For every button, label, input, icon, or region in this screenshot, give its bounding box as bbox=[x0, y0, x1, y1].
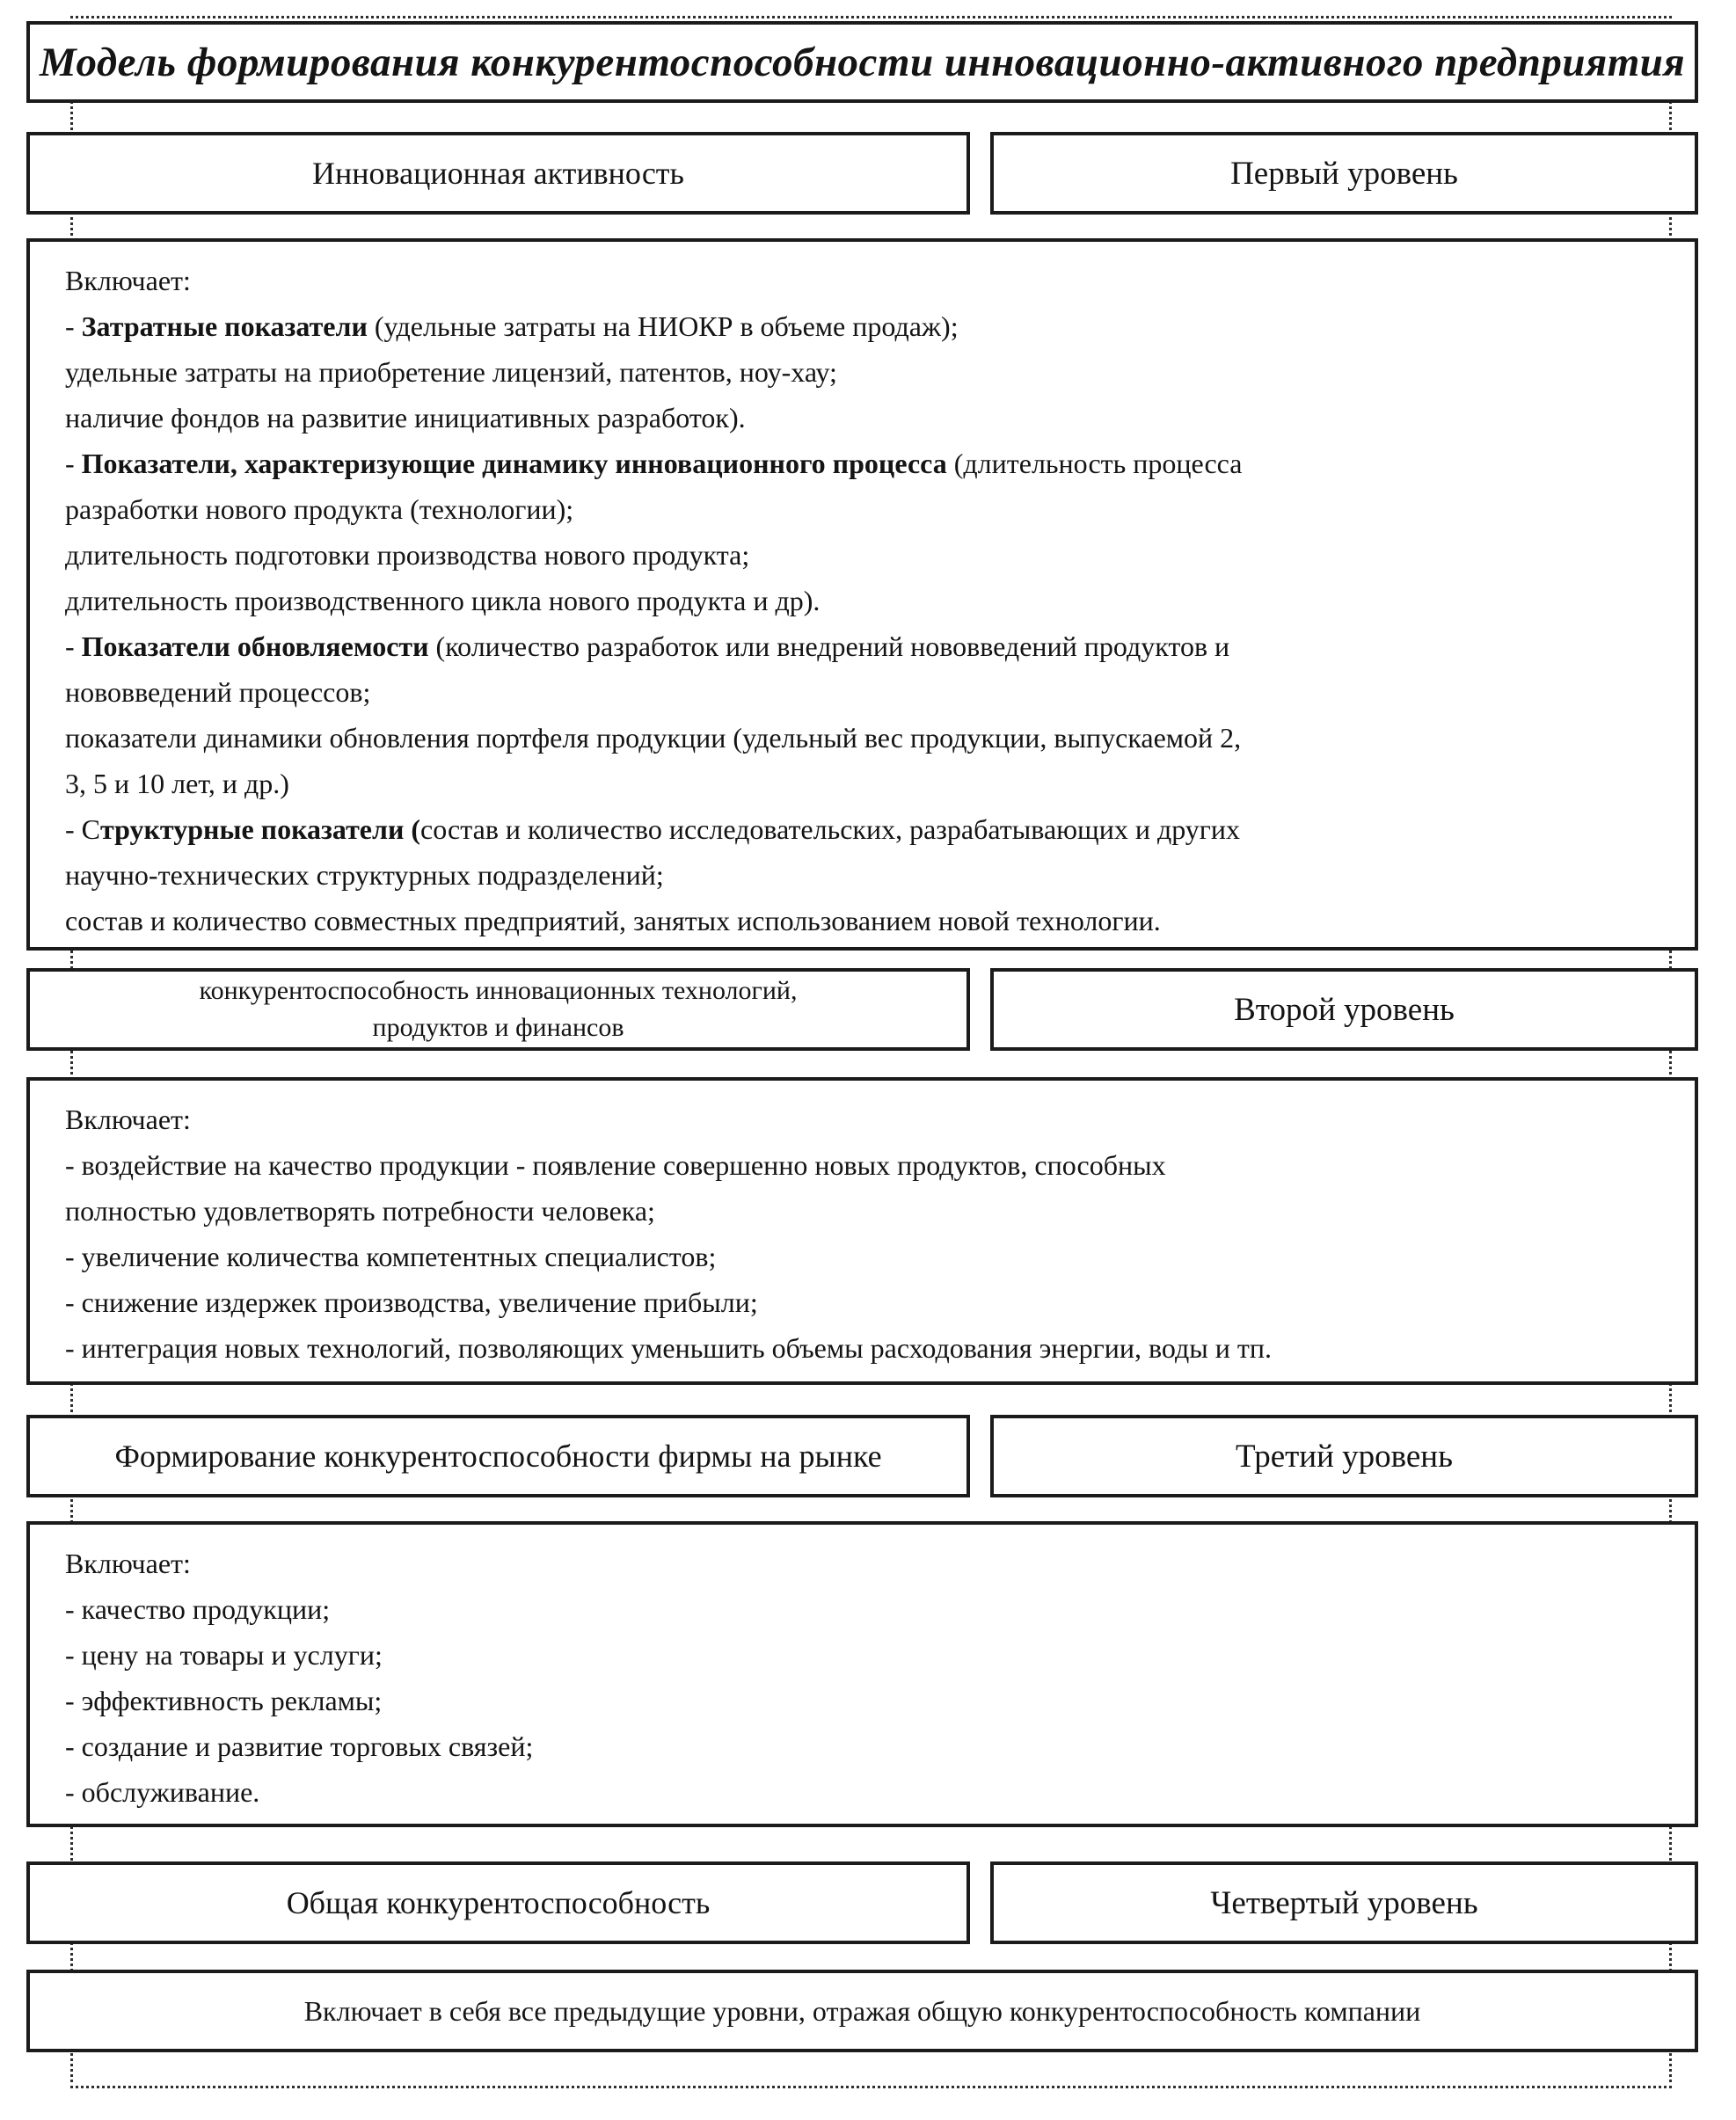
detail-line bbox=[65, 852, 1679, 898]
detail-line bbox=[65, 806, 1679, 852]
detail-text: разработки нового продукта (технологии); bbox=[65, 493, 574, 525]
level-3-details-box bbox=[26, 1521, 1698, 1827]
overall-summary-box bbox=[26, 1970, 1698, 2052]
detail-line bbox=[65, 1586, 1679, 1632]
level-4-header-row bbox=[26, 1861, 1698, 1944]
level-1-name-box bbox=[26, 132, 970, 215]
detail-text: - bbox=[65, 310, 82, 342]
detail-line bbox=[65, 898, 1679, 943]
detail-line bbox=[65, 761, 1679, 806]
detail-text: показатели динамики обновления портфеля продукции (удельный вес продукции, выпускаемой 2, bbox=[65, 722, 1242, 754]
level-3-header-row bbox=[26, 1415, 1698, 1497]
detail-line bbox=[65, 1541, 1679, 1586]
detail-text: - С bbox=[65, 813, 100, 845]
detail-text: - создание и развитие торговых связей; bbox=[65, 1730, 534, 1762]
detail-text: - обслуживание. bbox=[65, 1776, 260, 1808]
level-2-details-box bbox=[26, 1077, 1698, 1385]
detail-text: (длительность процесса bbox=[946, 448, 1243, 479]
detail-line bbox=[65, 258, 1679, 303]
detail-text: - цену на товары и услуги; bbox=[65, 1639, 383, 1671]
detail-line bbox=[65, 303, 1679, 349]
level-2-rank-box bbox=[990, 968, 1698, 1051]
detail-text: Включает: bbox=[65, 265, 191, 296]
level-4-name-box bbox=[26, 1861, 970, 1944]
detail-text: (количество разработок или внедрений нововведений продуктов и bbox=[428, 630, 1230, 662]
detail-line bbox=[65, 578, 1679, 623]
level-2-header-row bbox=[26, 968, 1698, 1051]
level-2-name-line: конкурентоспособность инновационных технологий, bbox=[199, 976, 798, 1005]
level-1-rank-box bbox=[990, 132, 1698, 215]
level-1-header-row bbox=[26, 132, 1698, 215]
diagram-title: Модель формирования конкурентоспособности инновационно-активного предприятия bbox=[39, 39, 1686, 85]
level-4-rank-box bbox=[990, 1861, 1698, 1944]
level-1-details-box bbox=[26, 238, 1698, 951]
level-3-name-box bbox=[26, 1415, 970, 1497]
level-4-name-line: Общая конкурентоспособность bbox=[286, 1885, 711, 1920]
detail-text: - bbox=[65, 448, 82, 479]
detail-text: Включает: bbox=[65, 1104, 191, 1135]
detail-line bbox=[65, 669, 1679, 715]
detail-text-bold: Показатели обновляемости bbox=[81, 630, 429, 662]
detail-text: длительность подготовки производства нового продукта; bbox=[65, 539, 750, 571]
detail-text: нововведений процессов; bbox=[65, 676, 371, 708]
level-2-name-box bbox=[26, 968, 970, 1051]
detail-line bbox=[65, 349, 1679, 395]
detail-text: - bbox=[65, 630, 82, 662]
detail-line bbox=[65, 1723, 1679, 1769]
detail-line bbox=[65, 1279, 1679, 1325]
detail-line bbox=[65, 623, 1679, 669]
detail-text: научно-технических структурных подразделений; bbox=[65, 859, 664, 891]
level-3-name-line: Формирование конкурентоспособности фирмы на рынке bbox=[114, 1439, 882, 1474]
detail-line bbox=[65, 1678, 1679, 1723]
level-4-rank-label: Четвертый уровень bbox=[1210, 1884, 1478, 1921]
detail-line bbox=[65, 1142, 1679, 1188]
detail-text-bold: труктурные показатели ( bbox=[100, 813, 421, 845]
level-3-rank-label: Третий уровень bbox=[1236, 1438, 1453, 1475]
detail-line bbox=[65, 1325, 1679, 1371]
detail-text: состав и количество исследовательских, разрабатывающих и других bbox=[420, 813, 1241, 845]
detail-text-bold: Показатели, характеризующие динамику инновационного процесса bbox=[81, 448, 947, 479]
detail-line bbox=[65, 1188, 1679, 1234]
detail-line bbox=[65, 1769, 1679, 1815]
detail-text: 3, 5 и 10 лет, и др.) bbox=[65, 768, 289, 799]
level-2-rank-label: Второй уровень bbox=[1234, 991, 1455, 1028]
detail-text: - интеграция новых технологий, позволяющих уменьшить объемы расходования энергии, воды и тп. bbox=[65, 1332, 1273, 1364]
detail-text: - снижение издержек производства, увеличение прибыли; bbox=[65, 1286, 758, 1318]
detail-text: - качество продукции; bbox=[65, 1593, 331, 1625]
overall-summary-text: Включает в себя все предыдущие уровни, отражая общую конкурентоспособность компании bbox=[303, 1994, 1421, 2027]
detail-text: (удельные затраты на НИОКР в объеме продаж); bbox=[367, 310, 959, 342]
detail-text: - воздействие на качество продукции - появление совершенно новых продуктов, способных bbox=[65, 1149, 1166, 1181]
detail-line bbox=[65, 486, 1679, 532]
detail-text: длительность производственного цикла нового продукта и др). bbox=[65, 585, 821, 616]
level-1-name-line: Инновационная активность bbox=[312, 156, 684, 191]
detail-line bbox=[65, 715, 1679, 761]
detail-text: состав и количество совместных предприятий, занятых использованием новой технологии. bbox=[65, 905, 1161, 936]
detail-line bbox=[65, 1234, 1679, 1279]
detail-text: Включает: bbox=[65, 1548, 191, 1579]
level-2-name-line: продуктов и финансов bbox=[372, 1013, 624, 1042]
detail-line bbox=[65, 532, 1679, 578]
detail-text: - увеличение количества компетентных специалистов; bbox=[65, 1241, 717, 1272]
detail-text: наличие фондов на развитие инициативных разработок). bbox=[65, 402, 746, 433]
detail-line bbox=[65, 1632, 1679, 1678]
detail-text: полностью удовлетворять потребности человека; bbox=[65, 1195, 655, 1227]
detail-text: удельные затраты на приобретение лицензий, патентов, ноу-хау; bbox=[65, 356, 837, 388]
title-box bbox=[26, 21, 1698, 103]
level-1-rank-label: Первый уровень bbox=[1230, 155, 1458, 192]
detail-line bbox=[65, 395, 1679, 441]
detail-text-bold: Затратные показатели bbox=[81, 310, 368, 342]
level-3-rank-box bbox=[990, 1415, 1698, 1497]
detail-line bbox=[65, 1096, 1679, 1142]
detail-line bbox=[65, 441, 1679, 486]
levels-container bbox=[0, 132, 1736, 1944]
detail-text: - эффективность рекламы; bbox=[65, 1685, 383, 1716]
